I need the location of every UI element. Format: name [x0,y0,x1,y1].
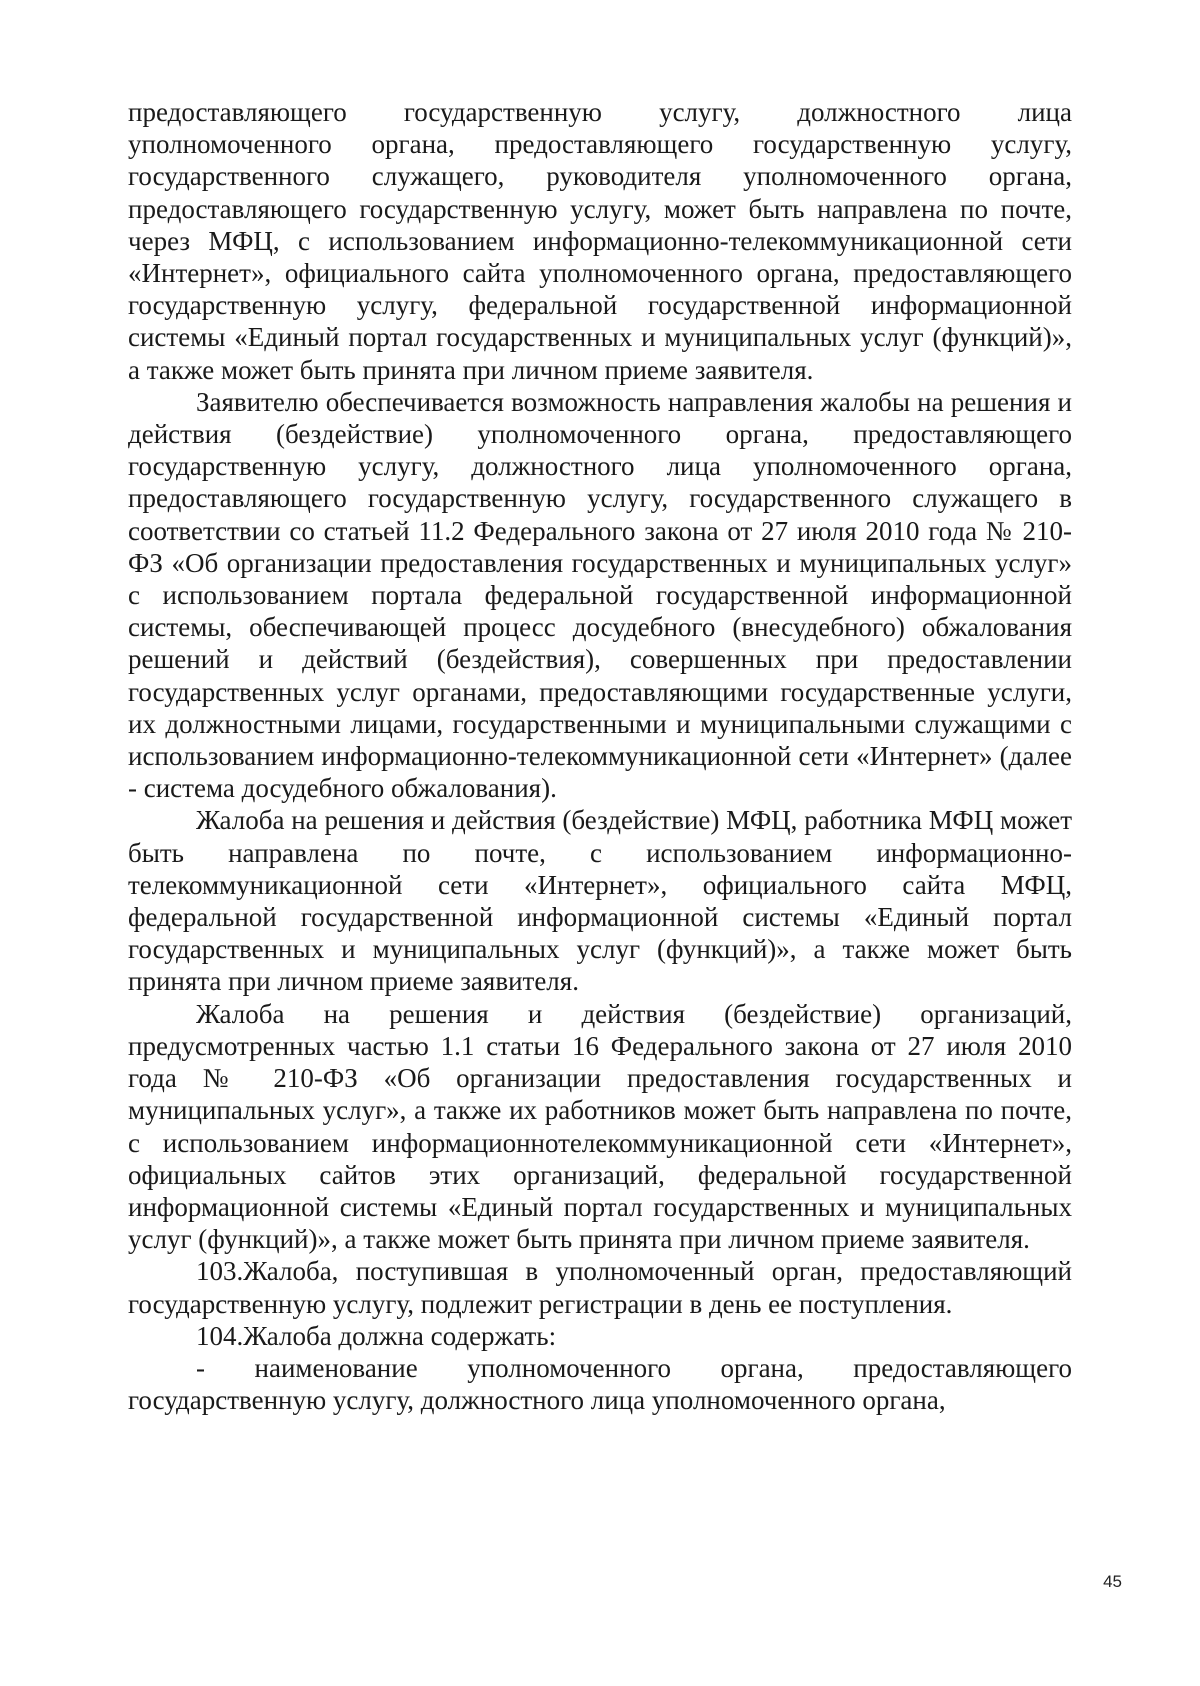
paragraph-104-contents: 104.Жалоба должна содержать: [196,1320,557,1351]
paragraph-organizations-complaint: Жалоба на решения и действия (бездействие) организаций, предусмотренных частью 1.1 статьи 16 Федерального закона от 27 июля 2010 года № 210-ФЗ «Об организации предоставления государственных и муниципальных услуг», а также их работников может быть направлена по почте, с использованием информационнотелекоммуникационной сети «Интернет», официальных сайтов этих организаций, федеральной государственной информационной системы «Единый портал государственных и муниципальных услуг (функций)», а также может быть принята при личном приеме заявителя. [128,998,1072,1255]
list-item-authority-name: - наименование уполномоченного органа, предоставляющего государственную услугу, должностного лица уполномоченного органа, [128,1352,1072,1416]
document-body [128,96,1072,1416]
paragraph-mfc-complaint: Жалоба на решения и действия (бездействие) МФЦ, работника МФЦ может быть направлена по почте, с использованием информационно-телекоммуникационной сети «Интернет», официального сайта МФЦ, федеральной государственной информационной системы «Единый портал государственных и муниципальных услуг (функций)», а также может быть принята при личном приеме заявителя. [128,805,1072,997]
paragraph-103-registration: 103.Жалоба, поступившая в уполномоченный орган, предоставляющий государственную услугу, подлежит регистрации в день ее поступления. [128,1256,1072,1319]
paragraph-complaint-system: Заявителю обеспечивается возможность направления жалобы на решения и действия (бездействие) уполномоченного органа, предоставляющего государственную услугу, должностного лица уполномоченного органа, предоставляющего государственную услугу, государственного служащего в соответствии со статьей 11.2 Федерального закона от 27 июля 2010 года № 210-ФЗ «Об организации предоставления государственных и муниципальных услуг» с использованием портала федеральной государственной информационной системы, обеспечивающей процесс досудебного (внесудебного) обжалования решений и действий (бездействия), совершенных при предоставлении государственных услуг органами, предоставляющими государственные услуги, их должностными лицами, государственными и муниципальными служащими с использованием информационно-телекоммуникационной сети «Интернет» (далее - система досудебного обжалования). [128,386,1072,804]
page-number: 45 [1103,1572,1122,1591]
paragraph-continuation: предоставляющего государственную услугу, должностного лица уполномоченного органа, предоставляющего государственную услугу, государственного служащего, руководителя уполномоченного органа, предоставляющего государственную услугу, может быть направлена по почте, через МФЦ, с использованием информационно-телекоммуникационной сети «Интернет», официального сайта уполномоченного органа, предоставляющего государственную услугу, федеральной государственной информационной системы «Единый портал государственных и муниципальных услуг (функций)», а также может быть принята при личном приеме заявителя. [128,97,1072,385]
